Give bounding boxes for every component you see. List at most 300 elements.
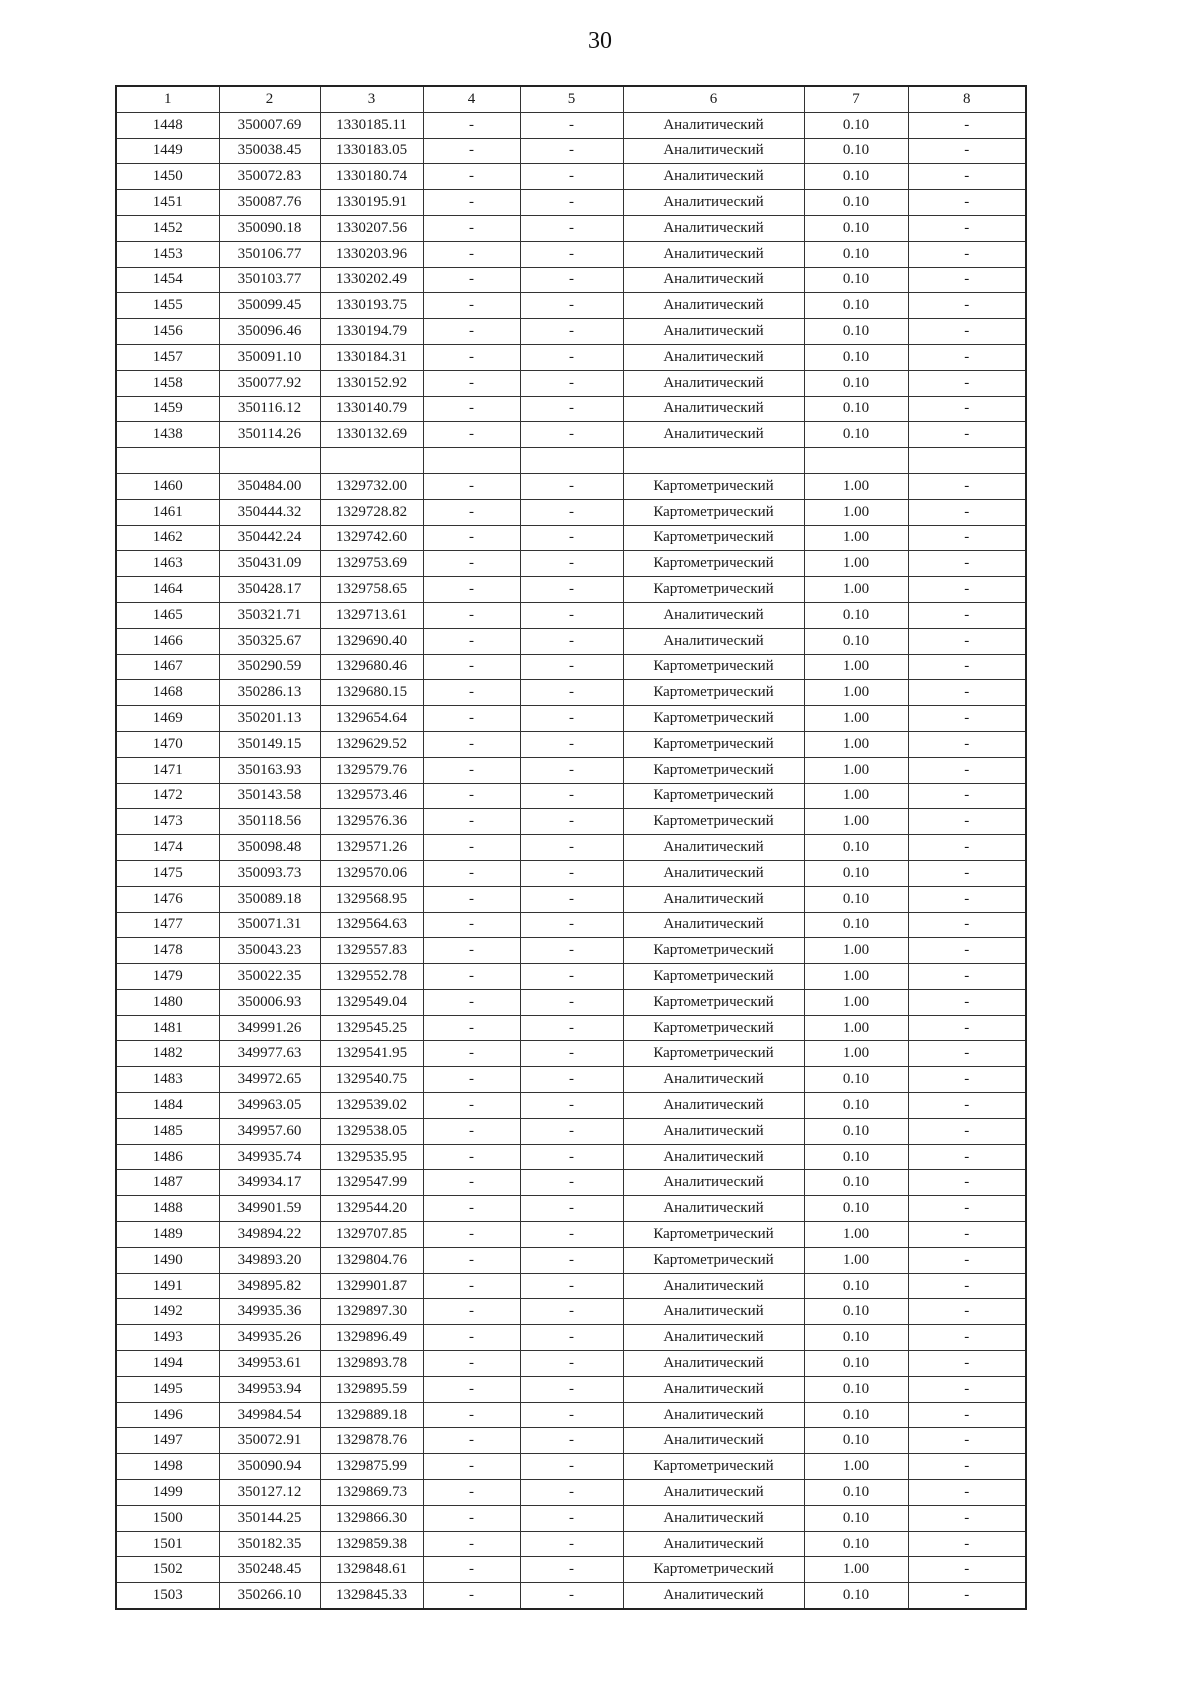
y-coordinate-cell: 1330207.56	[320, 215, 423, 241]
table-row	[116, 1015, 1026, 1041]
column-4-cell: -	[423, 525, 520, 551]
point-number-cell: 1502	[116, 1557, 219, 1583]
table-row	[116, 706, 1026, 732]
coordinates-table	[115, 85, 1027, 1610]
y-coordinate-cell: 1329732.00	[320, 473, 423, 499]
table-row	[116, 1170, 1026, 1196]
accuracy-cell: 1.00	[804, 1557, 908, 1583]
column-8-cell: -	[908, 1299, 1026, 1325]
accuracy-cell: 1.00	[804, 964, 908, 990]
table-row	[116, 1557, 1026, 1583]
x-coordinate-cell: 350071.31	[219, 912, 320, 938]
y-coordinate-cell: 1329889.18	[320, 1402, 423, 1428]
method-cell: Аналитический	[623, 602, 804, 628]
column-5-cell: -	[520, 1041, 623, 1067]
point-number-cell: 1495	[116, 1376, 219, 1402]
x-coordinate-cell: 349901.59	[219, 1196, 320, 1222]
method-cell: Аналитический	[623, 886, 804, 912]
accuracy-cell: 0.10	[804, 319, 908, 345]
column-8-cell: -	[908, 293, 1026, 319]
accuracy-cell: 1.00	[804, 989, 908, 1015]
accuracy-cell: 0.10	[804, 1299, 908, 1325]
accuracy-cell: 1.00	[804, 809, 908, 835]
accuracy-cell: 0.10	[804, 1118, 908, 1144]
method-cell: Аналитический	[623, 319, 804, 345]
column-8-cell: -	[908, 1067, 1026, 1093]
method-cell: Аналитический	[623, 1299, 804, 1325]
column-5-cell: -	[520, 1170, 623, 1196]
column-4-cell: -	[423, 138, 520, 164]
column-8-cell: -	[908, 1325, 1026, 1351]
table-row	[116, 1196, 1026, 1222]
column-4-cell: -	[423, 1093, 520, 1119]
column-5-cell: -	[520, 1557, 623, 1583]
column-8-cell: -	[908, 1196, 1026, 1222]
column-4-cell: -	[423, 835, 520, 861]
column-4-cell: -	[423, 1118, 520, 1144]
column-header-3: 3	[320, 86, 423, 112]
column-header-1: 1	[116, 86, 219, 112]
table-row	[116, 1351, 1026, 1377]
point-number-cell: 1484	[116, 1093, 219, 1119]
x-coordinate-cell: 350007.69	[219, 112, 320, 138]
column-4-cell: -	[423, 1144, 520, 1170]
point-number-cell: 1488	[116, 1196, 219, 1222]
x-coordinate-cell: 350286.13	[219, 680, 320, 706]
column-8-cell: -	[908, 912, 1026, 938]
point-number-cell: 1467	[116, 654, 219, 680]
point-number-cell: 1486	[116, 1144, 219, 1170]
table-row	[116, 577, 1026, 603]
column-5-cell	[520, 448, 623, 474]
y-coordinate-cell	[320, 448, 423, 474]
x-coordinate-cell: 349991.26	[219, 1015, 320, 1041]
x-coordinate-cell: 350444.32	[219, 499, 320, 525]
accuracy-cell: 0.10	[804, 886, 908, 912]
column-5-cell: -	[520, 1093, 623, 1119]
accuracy-cell: 0.10	[804, 1196, 908, 1222]
point-number-cell: 1503	[116, 1583, 219, 1609]
point-number-cell: 1465	[116, 602, 219, 628]
point-number-cell: 1448	[116, 112, 219, 138]
accuracy-cell: 0.10	[804, 112, 908, 138]
accuracy-cell: 1.00	[804, 1454, 908, 1480]
point-number-cell: 1494	[116, 1351, 219, 1377]
y-coordinate-cell: 1329878.76	[320, 1428, 423, 1454]
y-coordinate-cell: 1329535.95	[320, 1144, 423, 1170]
column-5-cell: -	[520, 577, 623, 603]
x-coordinate-cell: 350163.93	[219, 757, 320, 783]
point-number-cell: 1492	[116, 1299, 219, 1325]
point-number-cell: 1459	[116, 396, 219, 422]
y-coordinate-cell: 1330140.79	[320, 396, 423, 422]
point-number-cell: 1483	[116, 1067, 219, 1093]
column-8-cell: -	[908, 1222, 1026, 1248]
method-cell: Аналитический	[623, 912, 804, 938]
y-coordinate-cell: 1329579.76	[320, 757, 423, 783]
method-cell: Картометрический	[623, 809, 804, 835]
x-coordinate-cell: 350006.93	[219, 989, 320, 1015]
table-row	[116, 1041, 1026, 1067]
column-8-cell: -	[908, 1093, 1026, 1119]
accuracy-cell: 0.10	[804, 190, 908, 216]
column-4-cell: -	[423, 1170, 520, 1196]
accuracy-cell: 0.10	[804, 215, 908, 241]
y-coordinate-cell: 1329539.02	[320, 1093, 423, 1119]
point-number-cell: 1450	[116, 164, 219, 190]
point-number-cell: 1493	[116, 1325, 219, 1351]
x-coordinate-cell: 350143.58	[219, 783, 320, 809]
column-8-cell	[908, 448, 1026, 474]
column-5-cell: -	[520, 293, 623, 319]
table-row	[116, 164, 1026, 190]
column-4-cell: -	[423, 1557, 520, 1583]
table-row	[116, 1222, 1026, 1248]
x-coordinate-cell: 349895.82	[219, 1273, 320, 1299]
table-row	[116, 241, 1026, 267]
accuracy-cell: 0.10	[804, 1067, 908, 1093]
column-8-cell: -	[908, 886, 1026, 912]
column-header-6: 6	[623, 86, 804, 112]
method-cell: Картометрический	[623, 525, 804, 551]
point-number-cell: 1487	[116, 1170, 219, 1196]
column-4-cell: -	[423, 1325, 520, 1351]
y-coordinate-cell: 1329901.87	[320, 1273, 423, 1299]
x-coordinate-cell: 350428.17	[219, 577, 320, 603]
column-8-cell: -	[908, 860, 1026, 886]
x-coordinate-cell: 349935.36	[219, 1299, 320, 1325]
table-row	[116, 499, 1026, 525]
method-cell: Аналитический	[623, 1067, 804, 1093]
y-coordinate-cell: 1329568.95	[320, 886, 423, 912]
table-row	[116, 551, 1026, 577]
y-coordinate-cell: 1330203.96	[320, 241, 423, 267]
accuracy-cell: 0.10	[804, 1402, 908, 1428]
column-8-cell: -	[908, 1454, 1026, 1480]
point-number-cell: 1455	[116, 293, 219, 319]
x-coordinate-cell: 350431.09	[219, 551, 320, 577]
y-coordinate-cell: 1329742.60	[320, 525, 423, 551]
method-cell: Картометрический	[623, 1557, 804, 1583]
column-5-cell: -	[520, 602, 623, 628]
column-4-cell: -	[423, 473, 520, 499]
column-8-cell: -	[908, 1583, 1026, 1609]
y-coordinate-cell: 1329544.20	[320, 1196, 423, 1222]
column-4-cell: -	[423, 1273, 520, 1299]
x-coordinate-cell: 349953.61	[219, 1351, 320, 1377]
table-separator-row	[116, 448, 1026, 474]
x-coordinate-cell: 350103.77	[219, 267, 320, 293]
point-number-cell: 1438	[116, 422, 219, 448]
column-5-cell: -	[520, 886, 623, 912]
y-coordinate-cell: 1329654.64	[320, 706, 423, 732]
y-coordinate-cell: 1329690.40	[320, 628, 423, 654]
method-cell: Аналитический	[623, 370, 804, 396]
accuracy-cell: 0.10	[804, 396, 908, 422]
column-8-cell: -	[908, 706, 1026, 732]
column-4-cell: -	[423, 422, 520, 448]
table-row	[116, 396, 1026, 422]
table-row	[116, 602, 1026, 628]
column-header-8: 8	[908, 86, 1026, 112]
method-cell: Аналитический	[623, 1144, 804, 1170]
table-row	[116, 344, 1026, 370]
accuracy-cell: 0.10	[804, 860, 908, 886]
column-8-cell: -	[908, 654, 1026, 680]
y-coordinate-cell: 1329896.49	[320, 1325, 423, 1351]
column-4-cell: -	[423, 551, 520, 577]
accuracy-cell: 0.10	[804, 422, 908, 448]
column-5-cell: -	[520, 731, 623, 757]
method-cell: Картометрический	[623, 1247, 804, 1273]
method-cell: Аналитический	[623, 1196, 804, 1222]
method-cell: Аналитический	[623, 190, 804, 216]
method-cell: Аналитический	[623, 138, 804, 164]
table-header-row	[116, 86, 1026, 112]
table-row	[116, 370, 1026, 396]
column-4-cell: -	[423, 267, 520, 293]
x-coordinate-cell: 350099.45	[219, 293, 320, 319]
y-coordinate-cell: 1330183.05	[320, 138, 423, 164]
column-8-cell: -	[908, 138, 1026, 164]
y-coordinate-cell: 1329866.30	[320, 1505, 423, 1531]
table-row	[116, 422, 1026, 448]
accuracy-cell: 1.00	[804, 1041, 908, 1067]
accuracy-cell: 1.00	[804, 731, 908, 757]
accuracy-cell: 0.10	[804, 1505, 908, 1531]
column-5-cell: -	[520, 1531, 623, 1557]
y-coordinate-cell: 1330180.74	[320, 164, 423, 190]
column-8-cell: -	[908, 1557, 1026, 1583]
column-4-cell: -	[423, 1402, 520, 1428]
method-cell: Картометрический	[623, 1222, 804, 1248]
column-5-cell: -	[520, 396, 623, 422]
x-coordinate-cell: 350093.73	[219, 860, 320, 886]
column-5-cell: -	[520, 164, 623, 190]
method-cell: Картометрический	[623, 938, 804, 964]
accuracy-cell: 1.00	[804, 1222, 908, 1248]
x-coordinate-cell: 349935.26	[219, 1325, 320, 1351]
column-5-cell: -	[520, 319, 623, 345]
y-coordinate-cell: 1330202.49	[320, 267, 423, 293]
method-cell: Аналитический	[623, 1170, 804, 1196]
column-4-cell: -	[423, 1067, 520, 1093]
column-4-cell: -	[423, 370, 520, 396]
accuracy-cell: 0.10	[804, 164, 908, 190]
accuracy-cell: 1.00	[804, 783, 908, 809]
column-4-cell: -	[423, 344, 520, 370]
column-8-cell: -	[908, 1402, 1026, 1428]
column-4-cell: -	[423, 706, 520, 732]
x-coordinate-cell: 350325.67	[219, 628, 320, 654]
column-header-4: 4	[423, 86, 520, 112]
table-row	[116, 783, 1026, 809]
column-4-cell: -	[423, 860, 520, 886]
column-4-cell: -	[423, 215, 520, 241]
column-8-cell: -	[908, 680, 1026, 706]
table-row	[116, 112, 1026, 138]
column-5-cell: -	[520, 809, 623, 835]
point-number-cell: 1471	[116, 757, 219, 783]
y-coordinate-cell: 1329549.04	[320, 989, 423, 1015]
column-5-cell: -	[520, 628, 623, 654]
column-5-cell: -	[520, 1196, 623, 1222]
point-number-cell: 1463	[116, 551, 219, 577]
table-row	[116, 1247, 1026, 1273]
point-number-cell: 1496	[116, 1402, 219, 1428]
method-cell: Аналитический	[623, 1505, 804, 1531]
column-5-cell: -	[520, 1480, 623, 1506]
column-5-cell: -	[520, 654, 623, 680]
method-cell: Аналитический	[623, 422, 804, 448]
column-5-cell: -	[520, 551, 623, 577]
method-cell: Картометрический	[623, 499, 804, 525]
table-row	[116, 860, 1026, 886]
table-row	[116, 1505, 1026, 1531]
column-8-cell: -	[908, 319, 1026, 345]
point-number-cell: 1460	[116, 473, 219, 499]
table-row	[116, 190, 1026, 216]
table-row	[116, 654, 1026, 680]
y-coordinate-cell: 1329869.73	[320, 1480, 423, 1506]
x-coordinate-cell: 350038.45	[219, 138, 320, 164]
y-coordinate-cell: 1329758.65	[320, 577, 423, 603]
point-number-cell: 1481	[116, 1015, 219, 1041]
accuracy-cell: 0.10	[804, 1531, 908, 1557]
y-coordinate-cell: 1330195.91	[320, 190, 423, 216]
accuracy-cell: 1.00	[804, 654, 908, 680]
accuracy-cell: 0.10	[804, 1170, 908, 1196]
point-number-cell: 1490	[116, 1247, 219, 1273]
x-coordinate-cell: 350096.46	[219, 319, 320, 345]
accuracy-cell: 1.00	[804, 757, 908, 783]
method-cell: Картометрический	[623, 964, 804, 990]
accuracy-cell: 0.10	[804, 628, 908, 654]
method-cell: Аналитический	[623, 1402, 804, 1428]
method-cell: Аналитический	[623, 1428, 804, 1454]
column-8-cell: -	[908, 190, 1026, 216]
y-coordinate-cell: 1329845.33	[320, 1583, 423, 1609]
table-row	[116, 757, 1026, 783]
column-5-cell: -	[520, 422, 623, 448]
column-5-cell: -	[520, 1273, 623, 1299]
column-8-cell: -	[908, 525, 1026, 551]
column-4-cell: -	[423, 293, 520, 319]
column-5-cell: -	[520, 1118, 623, 1144]
table-row	[116, 912, 1026, 938]
column-4-cell: -	[423, 886, 520, 912]
accuracy-cell: 0.10	[804, 344, 908, 370]
x-coordinate-cell: 350182.35	[219, 1531, 320, 1557]
table-row	[116, 138, 1026, 164]
point-number-cell: 1456	[116, 319, 219, 345]
column-5-cell: -	[520, 1583, 623, 1609]
method-cell: Картометрический	[623, 783, 804, 809]
x-coordinate-cell: 350098.48	[219, 835, 320, 861]
x-coordinate-cell: 350149.15	[219, 731, 320, 757]
column-5-cell: -	[520, 989, 623, 1015]
accuracy-cell: 0.10	[804, 1583, 908, 1609]
x-coordinate-cell: 349953.94	[219, 1376, 320, 1402]
column-4-cell: -	[423, 1480, 520, 1506]
column-5-cell: -	[520, 680, 623, 706]
column-4-cell: -	[423, 602, 520, 628]
column-8-cell: -	[908, 1273, 1026, 1299]
point-number-cell: 1475	[116, 860, 219, 886]
accuracy-cell: 0.10	[804, 1428, 908, 1454]
x-coordinate-cell: 350266.10	[219, 1583, 320, 1609]
x-coordinate-cell	[219, 448, 320, 474]
method-cell: Аналитический	[623, 1093, 804, 1119]
x-coordinate-cell: 349934.17	[219, 1170, 320, 1196]
column-8-cell: -	[908, 1480, 1026, 1506]
point-number-cell: 1454	[116, 267, 219, 293]
x-coordinate-cell: 350116.12	[219, 396, 320, 422]
y-coordinate-cell: 1329540.75	[320, 1067, 423, 1093]
point-number-cell: 1458	[116, 370, 219, 396]
table-row	[116, 731, 1026, 757]
table-row	[116, 1480, 1026, 1506]
method-cell: Картометрический	[623, 1041, 804, 1067]
method-cell: Картометрический	[623, 654, 804, 680]
accuracy-cell: 0.10	[804, 1093, 908, 1119]
y-coordinate-cell: 1329680.15	[320, 680, 423, 706]
accuracy-cell: 0.10	[804, 912, 908, 938]
accuracy-cell: 0.10	[804, 1351, 908, 1377]
y-coordinate-cell: 1329895.59	[320, 1376, 423, 1402]
column-8-cell: -	[908, 1041, 1026, 1067]
column-4-cell: -	[423, 1247, 520, 1273]
column-4-cell	[423, 448, 520, 474]
column-header-5: 5	[520, 86, 623, 112]
table-row	[116, 964, 1026, 990]
x-coordinate-cell: 350022.35	[219, 964, 320, 990]
x-coordinate-cell: 349984.54	[219, 1402, 320, 1428]
y-coordinate-cell: 1329707.85	[320, 1222, 423, 1248]
y-coordinate-cell: 1329573.46	[320, 783, 423, 809]
column-5-cell: -	[520, 1247, 623, 1273]
column-4-cell: -	[423, 783, 520, 809]
method-cell: Картометрический	[623, 473, 804, 499]
method-cell: Аналитический	[623, 1531, 804, 1557]
y-coordinate-cell: 1329848.61	[320, 1557, 423, 1583]
column-8-cell: -	[908, 628, 1026, 654]
x-coordinate-cell: 350072.83	[219, 164, 320, 190]
column-8-cell: -	[908, 1170, 1026, 1196]
column-4-cell: -	[423, 499, 520, 525]
column-4-cell: -	[423, 577, 520, 603]
y-coordinate-cell: 1329547.99	[320, 1170, 423, 1196]
column-5-cell: -	[520, 1428, 623, 1454]
column-4-cell: -	[423, 241, 520, 267]
column-8-cell: -	[908, 1247, 1026, 1273]
x-coordinate-cell: 350144.25	[219, 1505, 320, 1531]
column-5-cell: -	[520, 370, 623, 396]
column-5-cell: -	[520, 215, 623, 241]
x-coordinate-cell: 350201.13	[219, 706, 320, 732]
table-row	[116, 1093, 1026, 1119]
x-coordinate-cell: 350127.12	[219, 1480, 320, 1506]
column-8-cell: -	[908, 1144, 1026, 1170]
method-cell: Аналитический	[623, 835, 804, 861]
column-8-cell: -	[908, 1351, 1026, 1377]
column-4-cell: -	[423, 1583, 520, 1609]
column-4-cell: -	[423, 912, 520, 938]
column-5-cell: -	[520, 706, 623, 732]
point-number-cell: 1473	[116, 809, 219, 835]
table-row	[116, 1402, 1026, 1428]
column-8-cell: -	[908, 938, 1026, 964]
